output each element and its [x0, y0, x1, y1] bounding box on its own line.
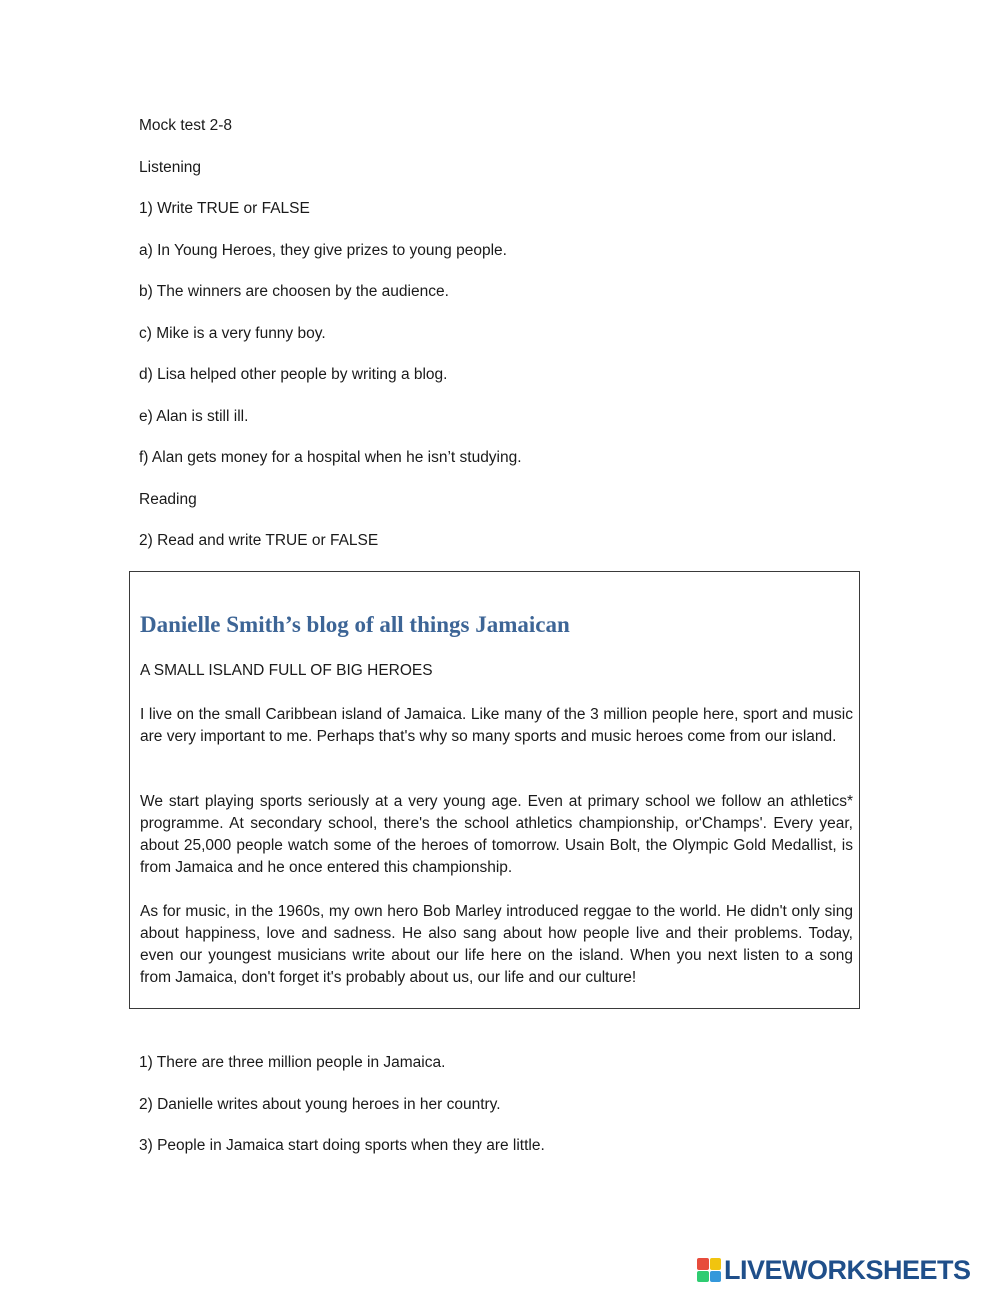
listening-item: c) Mike is a very funny boy. [139, 325, 326, 342]
blog-paragraph: As for music, in the 1960s, my own hero Bob Marley introduced reggae to the world. He didn't only sing about happiness, love and sadness. He also sang about how people live and their problems. Today, even our youngest musicians write about our life here on the island. When you next listen to a song from Jamaica, don't forget it's probably about us, our life and our culture! [140, 903, 853, 986]
logo-block-red [697, 1258, 709, 1270]
liveworksheets-logo [697, 1255, 971, 1285]
listening-item: b) The winners are choosen by the audience. [139, 283, 449, 300]
blog-paragraph: We start playing sports seriously at a very young age. Even at primary school we follow an athletics* programme. At secondary school, there's the school athletics championship, or'Champs'. Every year, about 25,000 people watch some of the heroes of tomorrow. Usain Bolt, the Olympic Gold Medallist, is from Jamaica and he once entered this championship. [140, 793, 853, 876]
section-heading-listening: Listening [139, 159, 202, 176]
listening-item: d) Lisa helped other people by writing a blog. [139, 366, 448, 383]
blog-subtitle: A SMALL ISLAND FULL OF BIG HEROES [140, 662, 433, 679]
reading-item: 2) Danielle writes about young heroes in her country. [139, 1096, 501, 1113]
logo-text: LIVEWORKSHEETS [724, 1255, 971, 1285]
logo-block-yellow [710, 1258, 722, 1270]
instruction-listening: 1) Write TRUE or FALSE [139, 200, 310, 217]
logo-block-blue [710, 1271, 722, 1283]
blog-title: Danielle Smith’s blog of all things Jamaican [140, 612, 570, 637]
listening-item: f) Alan gets money for a hospital when he isn’t studying. [139, 449, 522, 466]
liveworksheets-blocks-icon [697, 1258, 721, 1282]
blog-paragraph: I live on the small Caribbean island of Jamaica. Like many of the 3 million people here, sport and music are very important to me. Perhaps that's why so many sports and music heroes come from our island. [140, 706, 853, 745]
reading-item: 3) People in Jamaica start doing sports when they are little. [139, 1137, 545, 1154]
listening-item: a) In Young Heroes, they give prizes to young people. [139, 242, 507, 259]
section-heading-reading: Reading [139, 491, 197, 508]
page-title: Mock test 2-8 [139, 117, 233, 134]
blog-text-box [129, 571, 860, 1009]
logo-block-green [697, 1271, 709, 1283]
listening-item: e) Alan is still ill. [139, 408, 249, 425]
reading-item: 1) There are three million people in Jamaica. [139, 1054, 446, 1071]
instruction-reading: 2) Read and write TRUE or FALSE [139, 532, 379, 549]
